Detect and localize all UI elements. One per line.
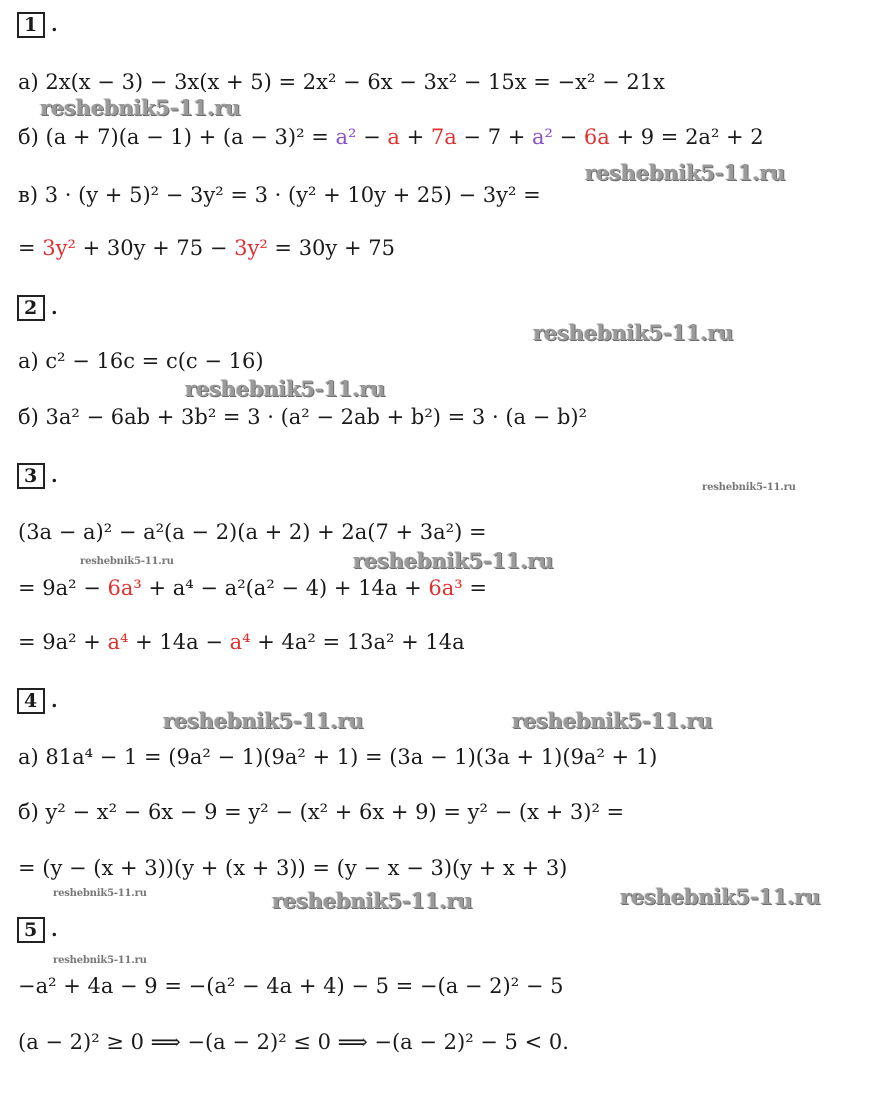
equation-text: + 30y + 75 − [75,236,235,260]
solution-line [18,123,764,151]
solution-line [18,1028,569,1056]
equation-text: = 30y + 75 [267,236,395,260]
equation-text: −a² + 4a − 9 = −(a² − 4a + 4) − 5 = −(a − 2)² − 5 [18,974,564,998]
highlighted-term: 7a [430,125,457,149]
watermark: reshebnik5-11.ru [702,482,796,493]
equation-text: + [399,125,431,149]
watermark: reshebnik5-11.ru [53,888,147,899]
watermark: reshebnik5-11.ru [512,708,713,733]
solution-line [18,854,567,882]
watermark: reshebnik5-11.ru [272,888,473,913]
equation-text: а) 81a⁴ − 1 = (9a² − 1)(9a² + 1) = (3a − 1)(3a + 1)(9a² + 1) [18,745,658,769]
task-number-5: 5 . [17,917,45,943]
watermark: reshebnik5-11.ru [53,955,147,966]
equation-text: + 14a − [128,630,230,654]
watermark: reshebnik5-11.ru [353,548,554,573]
equation-text: + 9 = 2a² + 2 [609,125,764,149]
solution-line [18,347,264,375]
highlighted-term: a [387,125,400,149]
equation-text: (3a − a)² − a²(a − 2)(a + 2) + 2a(7 + 3a²) = [18,520,487,544]
highlighted-term: a⁴ [229,630,251,654]
equation-text: в) 3 · (y + 5)² − 3y² = 3 · (y² + 10y + 25) − 3y² = [18,183,541,207]
watermark: reshebnik5-11.ru [620,884,821,909]
equation-text: − [552,125,584,149]
highlighted-term: 3y² [42,236,76,260]
solution-line [18,972,563,1000]
equation-text: = (y − (x + 3))(y + (x + 3)) = (y − x − 3)(y + x + 3) [18,856,568,880]
equation-text: − 7 + [456,125,533,149]
solution-line [18,518,487,546]
equation-text: − [356,125,388,149]
solution-line [18,628,465,656]
watermark: reshebnik5-11.ru [585,160,786,185]
solution-line [18,234,395,262]
solution-line [18,798,624,826]
watermark: reshebnik5-11.ru [163,708,364,733]
equation-text: = 9a² + [18,630,108,654]
solution-line [18,181,541,209]
equation-text: а) 2x(x − 3) − 3x(x + 5) = 2x² − 6x − 3x² − 15x = −x² − 21x [18,70,665,94]
watermark: reshebnik5-11.ru [185,376,386,401]
equation-text: + a⁴ − a²(a² − 4) + 14a + [141,576,429,600]
equation-text: = [462,576,487,600]
highlighted-term: a⁴ [107,630,129,654]
highlighted-term: 3y² [234,236,268,260]
equation-text: б) y² − x² − 6x − 9 = y² − (x² + 6x + 9) = y² − (x + 3)² = [18,800,625,824]
highlighted-term: 6a [583,125,610,149]
equation-text: = 9a² − [18,576,108,600]
solution-line [18,574,487,602]
equation-text: а) c² − 16c = c(c − 16) [18,349,264,373]
watermark: reshebnik5-11.ru [533,320,734,345]
equation-text: = [18,236,43,260]
task-number-2: 2 . [17,295,45,321]
task-number-1: 1 . [17,12,45,38]
highlighted-term: a² [532,125,553,149]
equation-text: + 4a² = 13a² + 14a [250,630,465,654]
task-number-3: 3 . [17,463,45,489]
highlighted-term: 6a³ [107,576,142,600]
equation-text: б) 3a² − 6ab + 3b² = 3 · (a² − 2ab + b²) = 3 · (a − b)² [18,405,588,429]
equation-text: (a − 2)² ≥ 0 ⟹ −(a − 2)² ≤ 0 ⟹ −(a − 2)² − 5 < 0. [18,1030,569,1054]
equation-text: б) (a + 7)(a − 1) + (a − 3)² = [18,125,336,149]
solution-line [18,403,587,431]
highlighted-term: a² [335,125,357,149]
task-number-4: 4 . [17,688,45,714]
highlighted-term: 6a³ [428,576,463,600]
watermark: reshebnik5-11.ru [40,95,241,120]
watermark: reshebnik5-11.ru [80,556,174,567]
solution-line [18,743,657,771]
solution-line [18,68,665,96]
